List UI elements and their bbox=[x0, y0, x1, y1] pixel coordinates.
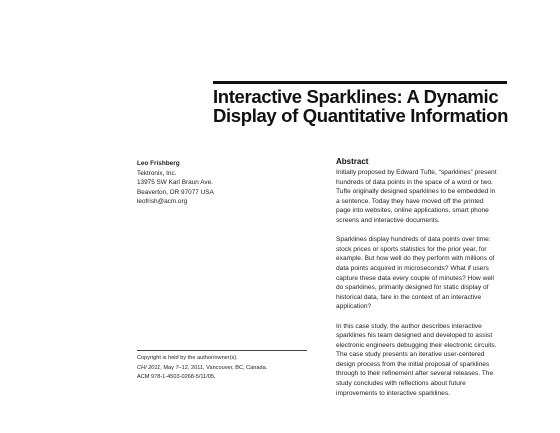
copyright-line-2 bbox=[137, 364, 307, 374]
abstract-line: improvements to interactive sparklines. bbox=[336, 389, 450, 397]
abstract-line: Sparklines display hundreds of data points over time: bbox=[336, 236, 491, 244]
abstract-section bbox=[336, 157, 526, 408]
conference-venue: CHI 2011 bbox=[137, 364, 161, 371]
conference-details: , May 7–12, 2011, Vancouver, BC, Canada. bbox=[160, 364, 268, 371]
abstract-line: Initially proposed by Edward Tufte, “sparklines” present bbox=[336, 169, 497, 176]
abstract-line: screens and interactive documents. bbox=[336, 216, 440, 224]
abstract-line: Tufte originally designed sparklines to be embedded in bbox=[336, 188, 496, 196]
copyright-line-3: ACM 978-1-4503-0268-5/11/05. bbox=[137, 374, 216, 380]
abstract-line: historical data, fare in the context of an interactive bbox=[336, 293, 482, 301]
abstract-line: electronic engineers debugging their electronic circuits. bbox=[336, 341, 497, 349]
author-name: Leo Frishberg bbox=[137, 160, 180, 167]
abstract-line: a sentence. Today they have moved off the printed bbox=[336, 197, 484, 205]
abstract-line: page into websites, online applications, smart phone bbox=[336, 207, 489, 215]
abstract-paragraph bbox=[336, 322, 526, 399]
abstract-line: hundreds of data points in the space of a word or two. bbox=[336, 178, 493, 186]
abstract-line: In this case study, the author describes interactive bbox=[336, 322, 482, 330]
paper-title bbox=[213, 87, 533, 125]
abstract-line: application? bbox=[336, 303, 372, 311]
author-affiliation: Tektronix, Inc. bbox=[137, 169, 177, 177]
abstract-paragraph bbox=[336, 168, 526, 226]
paper-title-line-2: Display of Quantitative Information bbox=[213, 105, 509, 126]
author-address-line-1: 13975 SW Karl Braun Ave. bbox=[137, 179, 213, 186]
author-block bbox=[137, 159, 307, 207]
abstract-line: through to their refinement after several releases. The bbox=[336, 370, 494, 378]
author-address-line-2: Beaverton, OR 97077 USA bbox=[137, 188, 214, 196]
copyright-line-1: Copyright is held by the author/owner(s). bbox=[137, 355, 238, 361]
abstract-body bbox=[336, 168, 526, 398]
paper-title-line-1: Interactive Sparklines: A Dynamic bbox=[213, 86, 499, 107]
abstract-line: design process from the initial proposal of sparklines bbox=[336, 360, 490, 368]
abstract-line: do sparklines, primarily designed for static display of bbox=[336, 284, 489, 292]
abstract-line: example. But how well do they perform with millions of bbox=[336, 255, 495, 263]
abstract-line: stock prices or sports statistics for the prior year, for bbox=[336, 245, 487, 253]
copyright-block bbox=[137, 350, 307, 383]
abstract-line: data points acquired in microseconds? What if users bbox=[336, 264, 489, 272]
abstract-line: capture these data every couple of minutes? How well bbox=[336, 274, 494, 282]
title-rule bbox=[213, 81, 507, 84]
abstract-paragraph bbox=[336, 235, 526, 312]
abstract-heading: Abstract bbox=[336, 157, 369, 166]
author-email: leofrish@acm.org bbox=[137, 198, 188, 205]
abstract-line: sparklines his team designed and developed to assist bbox=[336, 332, 493, 340]
abstract-line: study concludes with reflections about future bbox=[336, 380, 466, 388]
abstract-line: The case study presents an iterative user-centered bbox=[336, 351, 485, 359]
